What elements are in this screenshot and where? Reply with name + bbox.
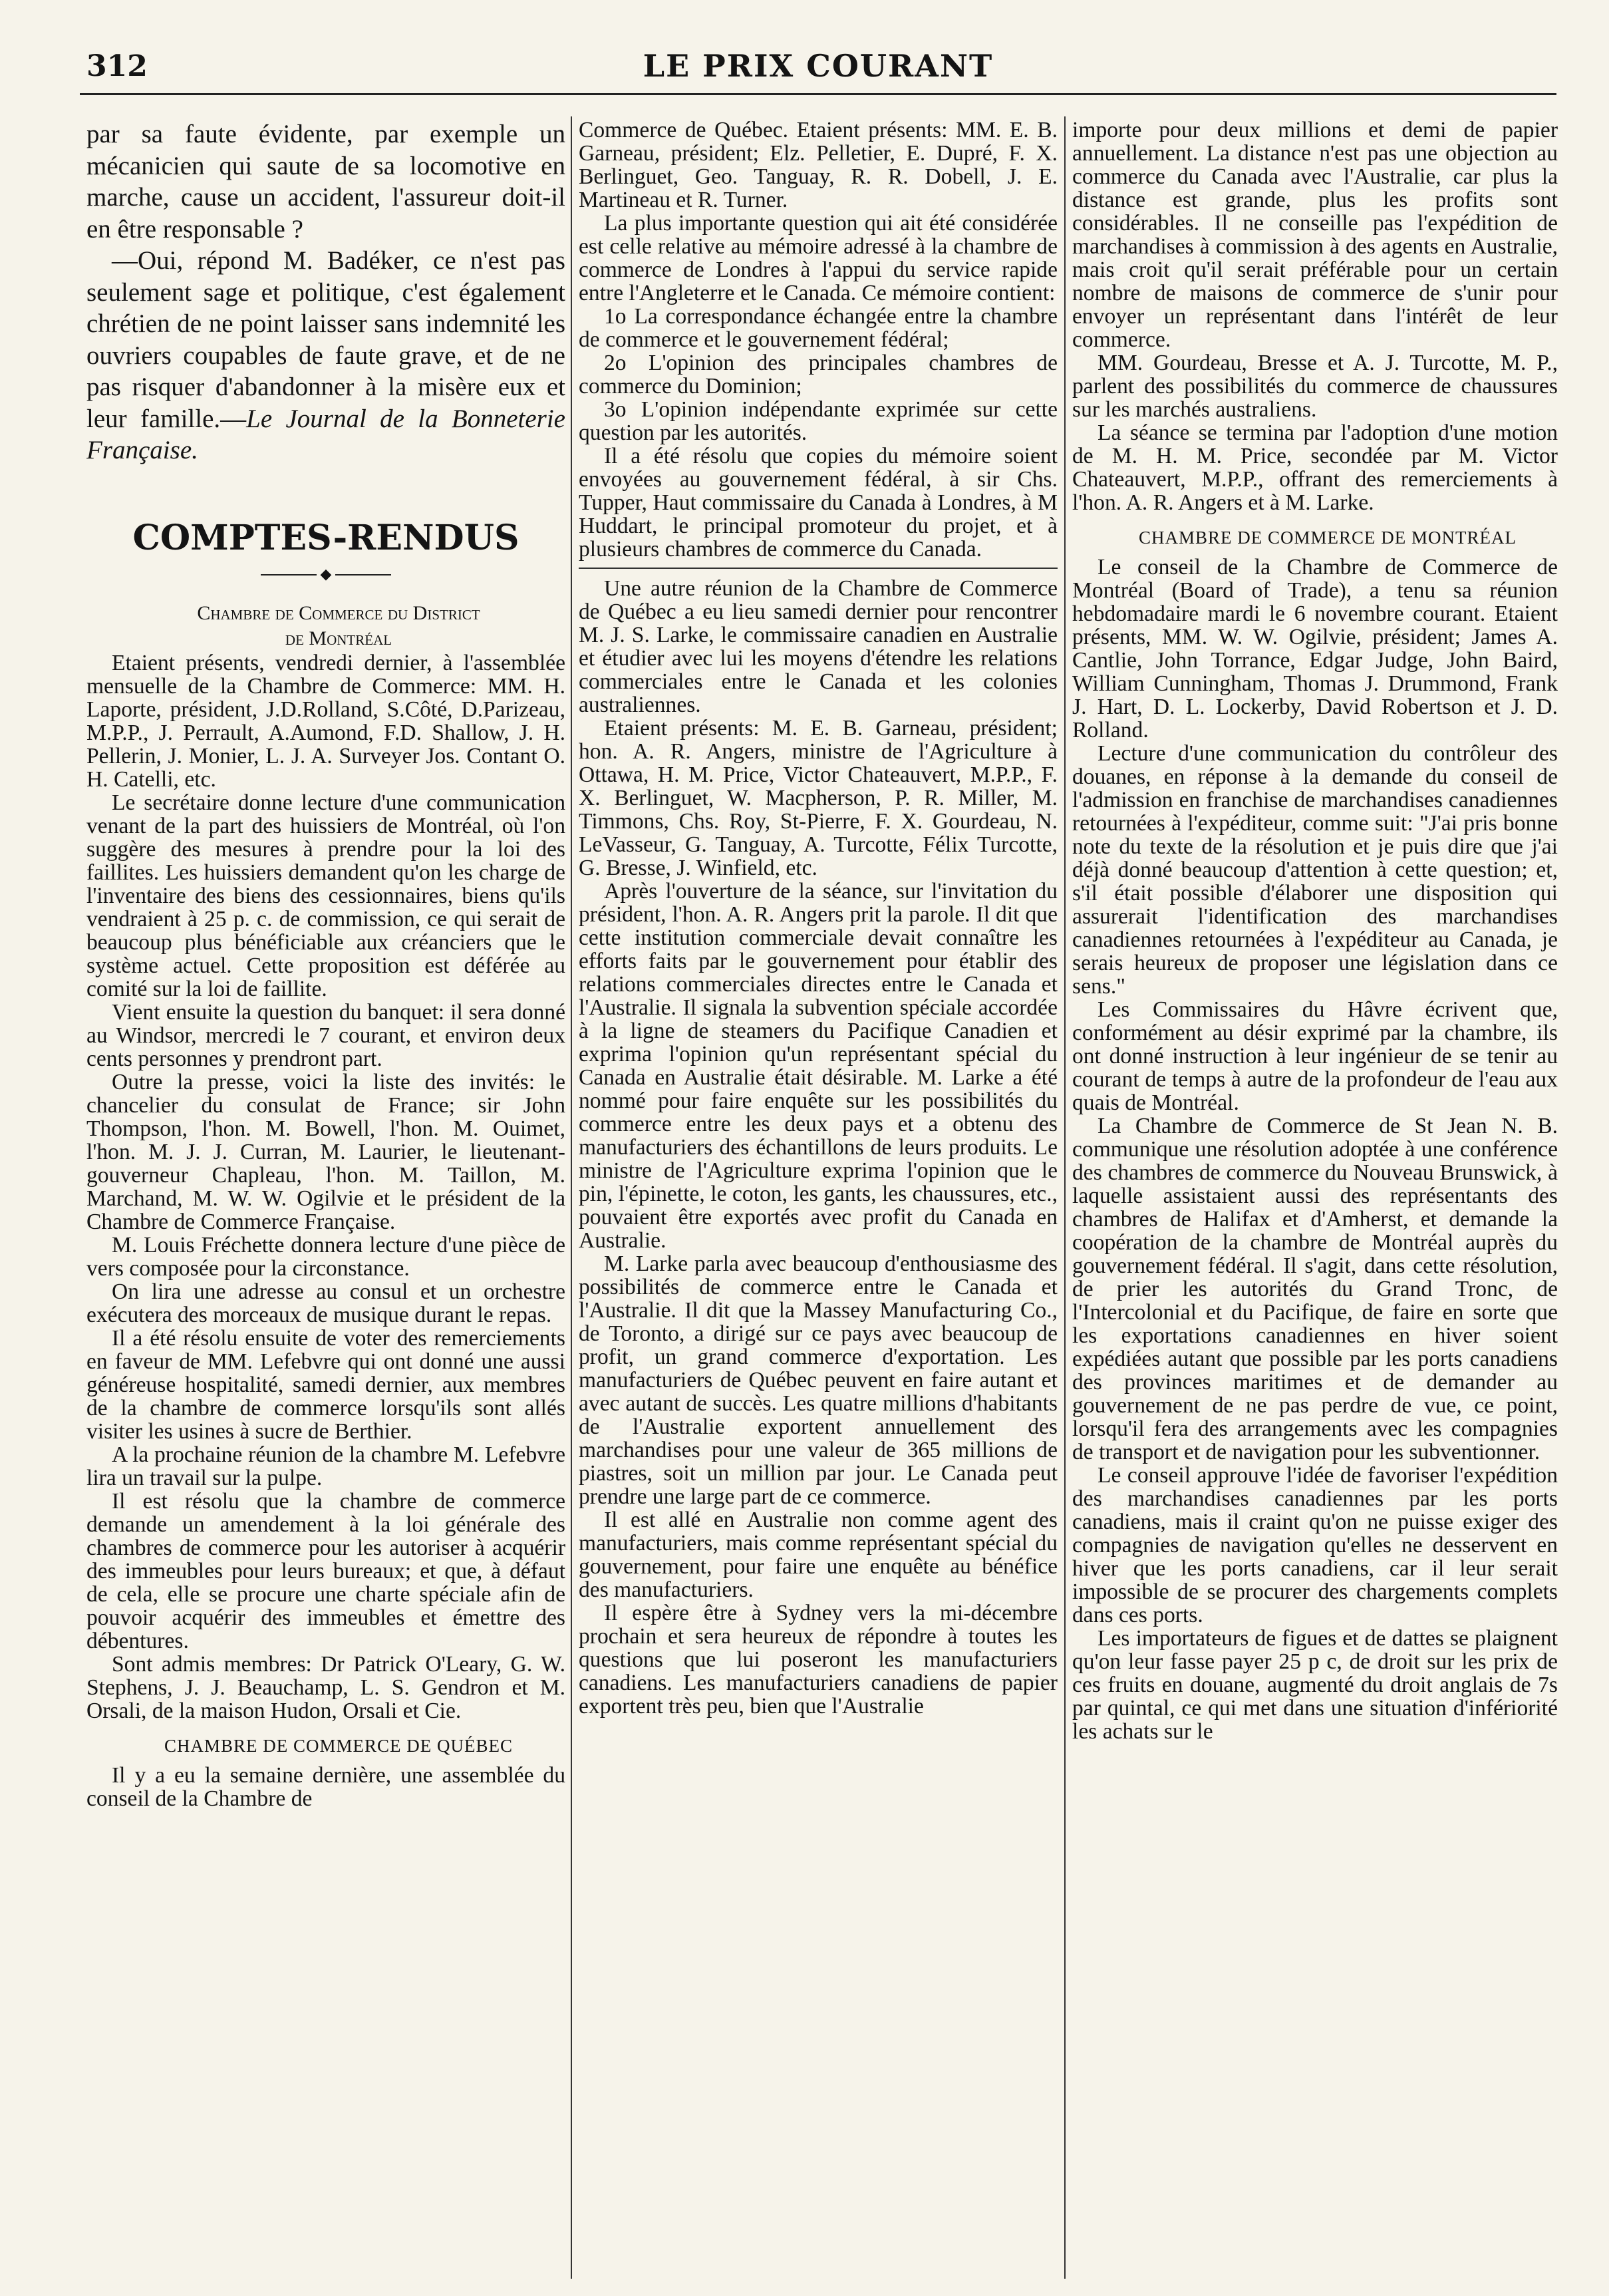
paragraph: Les importateurs de figues et de dattes se plaignent qu'on leur fasse payer 25 p c, de droit sur les prix de ces fruits en douane, augmenté du droit anglais de 7s par quintal, ce qui met dans une situation d'infériorité les achats sur le xyxy=(1072,1626,1558,1744)
paragraph: Il est allé en Australie non comme agent des manufacturiers, mais comme représentant spécial du gouvernement, pour faire une enquête au bénéfice des manufacturiers. xyxy=(579,1508,1058,1602)
paragraph: Vient ensuite la question du banquet: il sera donné au Windsor, mercredi le 7 courant, et environ deux cents personnes y prendront part. xyxy=(86,999,565,1071)
column-1 xyxy=(86,118,565,2267)
paragraph xyxy=(86,245,565,466)
paragraph: La plus importante question qui ait été considérée est celle relative au mémoire adressé à la chambre de commerce de Londres à l'appui du service rapide entre l'Angleterre et le Canada. Ce mémoire contient: xyxy=(579,211,1058,305)
paragraph: Etaient présents, vendredi dernier, à l'assemblée mensuelle de la Chambre de Commerce: MM. H. Laporte, président, J.D.Rolland, S.Côté, D.Parizeau, M.P.P., J. Perrault, A.Aumond, F.D. Shallow, J. H. Pellerin, J. Monier, L. J. A. Surveyer Jos. Contant O. H. Catelli, etc. xyxy=(86,650,565,792)
paragraph: Le conseil de la Chambre de Commerce de Montréal (Board of Trade), a tenu sa réunion hebdomadaire mardi le 6 novembre courant. Etaient présents, MM. W. W. Ogilvie, président; James A. Cantlie, John Torrance, Edgar Judge, John Baird, William Cunningham, Thomas J. Drummond, Frank J. Hart, D. L. Lockerby, David Robertson et J. D. Rolland. xyxy=(1072,555,1558,742)
paragraph: Les Commissaires du Hâvre écrivent que, conformément au désir exprimé par la chambre, ils ont donné instruction à leur ingénieur de se tenir au courant de temps à autre de la profondeur de l'eau aux quais de Montréal. xyxy=(1072,997,1558,1115)
subhead: Chambre de Commerce du District xyxy=(197,601,480,624)
paragraph: Il a été résolu que copies du mémoire soient envoyées au gouvernement fédéral, à sir Chs. Tupper, Haut commissaire du Canada à Londres, à M Huddart, le principal promoteur du projet, et à plusieurs chambres de commerce du Canada. xyxy=(579,444,1058,562)
paragraph: MM. Gourdeau, Bresse et A. J. Turcotte, M. P., parlent des possibilités du commerce de chaussures sur les marchés australiens. xyxy=(1072,351,1558,422)
paragraph: Une autre réunion de la Chambre de Commerce de Québec a eu lieu samedi dernier pour rencontrer M. J. S. Larke, le commissaire canadien en Australie et étudier avec lui les moyens d'étendre les relations commerciales entre le Canada et les colonies australiennes. xyxy=(579,576,1058,717)
paragraph: Etaient présents: M. E. B. Garneau, président; hon. A. R. Angers, ministre de l'Agriculture à Ottawa, H. M. Price, Victor Chateauvert, M.P.P., F. X. Berlinguet, W. Macpherson, P. R. Miller, M. Timmons, Chs. Roy, St-Pierre, F. X. Gourdeau, N. LeVasseur, G. Tanguay, A. Turcotte, Félix Turcotte, G. Bresse, J. Winfield, etc. xyxy=(579,716,1058,880)
paragraph: M. Louis Fréchette donnera lecture d'une pièce de vers composée pour la circonstance. xyxy=(86,1232,565,1281)
paragraph-text: —Oui, répond M. Badéker, ce n'est pas seulement sage et politique, c'est également chrétien de ne point laisser sans indemnité les ouvriers coupables de faute grave, et de ne pas risquer d'abandonner à la misère eux et leur famille.— xyxy=(86,246,565,433)
paragraph: Lecture d'une communication du contrôleur des douanes, en réponse à la demande du conseil de l'admission en franchise de marchandises canadiennes retournées à l'expéditeur, comme suit: "J'ai pris bonne note du texte de la résolution et je puis dire que j'ai déjà donné beaucoup d'attention à cette question; et, s'il était possible d'élaborer une disposition qui assurerait l'identification des marchandises canadiennes retournées à l'expéditeur au Canada, je serais heureux de proposer une législation dans ce sens." xyxy=(1072,741,1558,999)
section-title: COMPTES-RENDUS xyxy=(132,517,519,558)
paragraph: Sont admis membres: Dr Patrick O'Leary, G. W. Stephens, J. J. Beauchamp, L. S. Gendron et M. Orsali, de la maison Hudon, Orsali et Cie. xyxy=(86,1651,565,1723)
paragraph: Il y a eu la semaine dernière, une assemblée du conseil de la Chambre de xyxy=(86,1762,565,1811)
paragraph: par sa faute évidente, par exemple un mécanicien qui saute de sa locomotive en marche, cause un accident, l'assureur doit-il en être responsable ? xyxy=(86,120,565,244)
page-number: 312 xyxy=(86,49,148,83)
paragraph: La Chambre de Commerce de St Jean N. B. communique une résolution adoptée à une conférence des chambres de commerce du Nouveau Brunswick, à laquelle assistaient aussi des représentants des chambres de Halifax et d'Amherst, et demande la coopération de la chambre de Montréal auprès du gouvernement fédéral. Il s'agit, dans cette résolution, de prier les autorités du Grand Tronc, de l'Intercolonial et du Pacifique, de faire en sorte que les exportations canadiennes en hiver soient expédiées autant que possible par les ports canadiens des provinces maritimes et de demander au gouvernement de ne pas perdre de vue, ce point, lorsqu'il fera des arrangements avec les compagnies de transport et de navigation pour les subventionner. xyxy=(1072,1114,1558,1464)
paragraph: importe pour deux millions et demi de papier annuellement. La distance n'est pas une objection au commerce du Canada avec l'Australie, car plus la distance est grande, plus les profits sont considérables. Il ne conseille pas l'expédition de marchandises à commission à des agents en Australie, mais croit qu'il serait préférable pour un certain nombre de maisons de commerce de s'unir pour envoyer un représentant dans l'intérêt de leur commerce. xyxy=(1072,118,1558,352)
paragraph: Après l'ouverture de la séance, sur l'invitation du président, l'hon. A. R. Angers prit la parole. Il dit que cette institution commerciale devait connaître les efforts faits par le gouvernement pour établir des relations commerciales directes entre le Canada et l'Australie. Il signala la subvention spéciale accordée à la ligne de steamers du Pacifique Canadien et exprima l'opinion qu'un représentant spécial du Canada en Australie était désirable. M. Larke a été nommé pour faire enquête sur les possibilités du commerce entre les deux pays et a obtenu des manufacturiers des échantillons de leurs produits. Le ministre de l'Agriculture exprima l'opinion que le pin, l'épinette, le coton, les gants, les chaussures, etc., pouvaient être exportés avec profit du Canada en Australie. xyxy=(579,879,1058,1253)
paragraph: Il espère être à Sydney vers la mi-décembre prochain et sera heureux de répondre à toutes les questions que lui poseront les manufacturiers canadiens. Les manufacturiers canadiens de papier exportent très peu, bien que l'Australie xyxy=(579,1601,1058,1719)
paragraph: Le secrétaire donne lecture d'une communication venant de la part des huissiers de Montréal, où l'on suggère des mesures à prendre pour la loi des faillites. Les huissiers demandent qu'on les charge de l'inventaire des biens des cessionnaires, biens qu'ils vendraient à 25 p. c. de commission, ce qui serait de beaucoup plus bénéficiable aux créanciers que le système actuel. Cette proposition est déférée au comité sur la loi de faillite. xyxy=(86,790,565,1001)
paragraph: A la prochaine réunion de la chambre M. Lefebvre lira un travail sur la pulpe. xyxy=(86,1442,565,1490)
journal-title: LE PRIX COURANT xyxy=(643,48,994,84)
paragraph: Outre la presse, voici la liste des invités: le chancelier du consulat de France; sir John Thompson, l'hon. M. Bowell, l'hon. M. Ouimet, l'hon. M. J. J. Curran, M. Laurier, le lieutenant-gouverneur Chapleau, l'hon. M. Taillon, M. Marchand, M. W. W. Ogilvie et le président de la Chambre de Commerce Française. xyxy=(86,1069,565,1234)
paragraph: 1o La correspondance échangée entre la chambre de commerce et le gouvernement fédéral; xyxy=(579,304,1058,352)
subhead: CHAMBRE DE COMMERCE DE QUÉBEC xyxy=(164,1735,513,1756)
column-2 xyxy=(579,118,1058,2267)
paragraph: Il a été résolu ensuite de voter des remerciements en faveur de MM. Lefebvre qui ont donné une aussi généreuse hospitalité, samedi dernier, aux membres de la chambre de commerce lorsqu'ils sont allés visiter les usines à sucre de Berthier. xyxy=(86,1325,565,1444)
source-citation: Le Journal de la Bonneterie Française. xyxy=(86,404,565,464)
page-header xyxy=(80,40,1556,95)
lead-text xyxy=(86,118,565,466)
column-3 xyxy=(1072,118,1558,2267)
horizontal-rule xyxy=(579,568,1058,569)
column-divider xyxy=(1064,116,1066,2279)
paragraph: 3o L'opinion indépendante exprimée sur cette question par les autorités. xyxy=(579,397,1058,445)
paragraph: M. Larke parla avec beaucoup d'enthousiasme des possibilités de commerce entre le Canada et l'Australie. Il dit que la Massey Manufacturing Co., de Toronto, a dirigé sur ce pays avec beaucoup de profit, un grand commerce d'exportation. Les manufacturiers de Québec peuvent en faire autant et avec autant de succès. Les quatre millions d'habitants de l'Australie exportent annuellement des marchandises pour une valeur de 365 millions de piastres, soit un million par jour. Le Canada peut prendre une large part de ce commerce. xyxy=(579,1251,1058,1509)
subhead: de Montréal xyxy=(285,627,392,649)
ornament-divider: ◆ xyxy=(86,566,565,582)
paragraph: 2o L'opinion des principales chambres de commerce du Dominion; xyxy=(579,351,1058,399)
column-divider xyxy=(571,116,572,2279)
paragraph: Il est résolu que la chambre de commerce demande un amendement à la loi générale des chambres de commerce pour les autoriser à acquérir des immeubles pour leurs bureaux; et que, à défaut de cela, elle se procure une charte spéciale afin de pouvoir acquérir des immeubles et émettre des débentures. xyxy=(86,1488,565,1653)
paragraph: La séance se termina par l'adoption d'une motion de M. H. M. Price, secondée par M. Victor Chateauvert, M.P.P., offrant des remerciements à l'hon. A. R. Angers et à M. Larke. xyxy=(1072,420,1558,515)
paragraph: Commerce de Québec. Etaient présents: MM. E. B. Garneau, président; Elz. Pelletier, E. Dupré, F. X. Berlinguet, Geo. Tanguay, R. R. Dobell, J. E. Martineau et R. Turner. xyxy=(579,118,1058,212)
paragraph: On lira une adresse au consul et un orchestre exécutera des morceaux de musique durant le repas. xyxy=(86,1279,565,1327)
paragraph: Le conseil approuve l'idée de favoriser l'expédition des marchandises canadiennes par les ports canadiens, mais il craint qu'on ne puisse exiger des compagnies de navigation qu'elles ne desservent en hiver que les ports canadiens, car il leur serait impossible de se procurer des chargements complets dans ces ports. xyxy=(1072,1463,1558,1627)
subhead: CHAMBRE DE COMMERCE DE MONTRÉAL xyxy=(1138,528,1517,548)
